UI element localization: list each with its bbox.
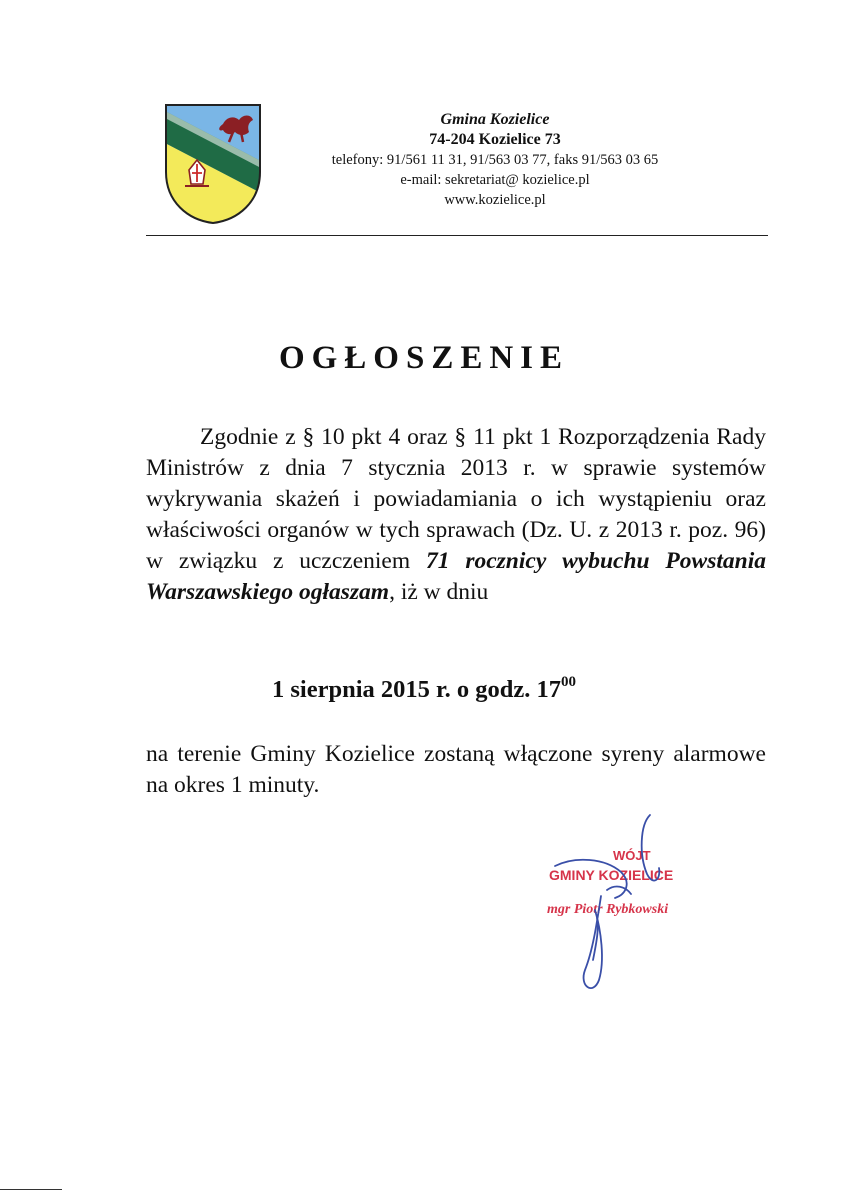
announcement-body (146, 422, 766, 608)
organization-header (300, 110, 690, 210)
event-time-minutes: 00 (561, 674, 577, 690)
official-stamp (535, 810, 765, 1000)
announcement-conclusion (146, 739, 766, 801)
event-date (0, 676, 848, 704)
paragraph-text: Zgodnie z § 10 pkt 4 oraz § 11 pkt 1 Rozporządzenia Rady Ministrów z dnia 7 stycznia 2013 r. w sprawie systemów wykrywania skażeń i powiadamiania o ich wystąpieniu oraz właściwości organów w tych sprawach (Dz. U. z 2013 r. poz. 96) w związku z uczczeniem (146, 424, 766, 574)
footer-mark (0, 1189, 62, 1190)
header-divider (146, 235, 768, 236)
organization-address: 74-204 Kozielice 73 (429, 131, 561, 148)
announcement-paragraph (146, 422, 766, 608)
organization-name: Gmina Kozielice (440, 111, 550, 128)
stamp-line-3: mgr Piotr Rybkowski (547, 902, 669, 917)
phone-line: telefony: 91/561 11 31, 91/563 03 77, faks 91/563 03 65 (331, 152, 659, 168)
paragraph-tail: , iż w dniu (389, 579, 489, 605)
website-line: www.kozielice.pl (444, 192, 546, 208)
stamp-line-2: GMINY KOZIELICE (549, 867, 674, 883)
emphasis-text: 71 rocznicy wybuchu Powstania Warszawskiego ogłaszam (146, 548, 766, 605)
document-title: OGŁOSZENIE (278, 340, 570, 376)
conclusion-text: na terenie Gminy Kozielice zostaną włączone syreny alarmowe na okres 1 minuty. (146, 741, 766, 798)
coat-of-arms-icon (163, 102, 263, 226)
stamp-line-1: WÓJT (613, 848, 651, 863)
email-line: e-mail: sekretariat@ kozielice.pl (400, 172, 590, 188)
event-date-main: 1 sierpnia 2015 r. o godz. 17 (271, 676, 562, 704)
